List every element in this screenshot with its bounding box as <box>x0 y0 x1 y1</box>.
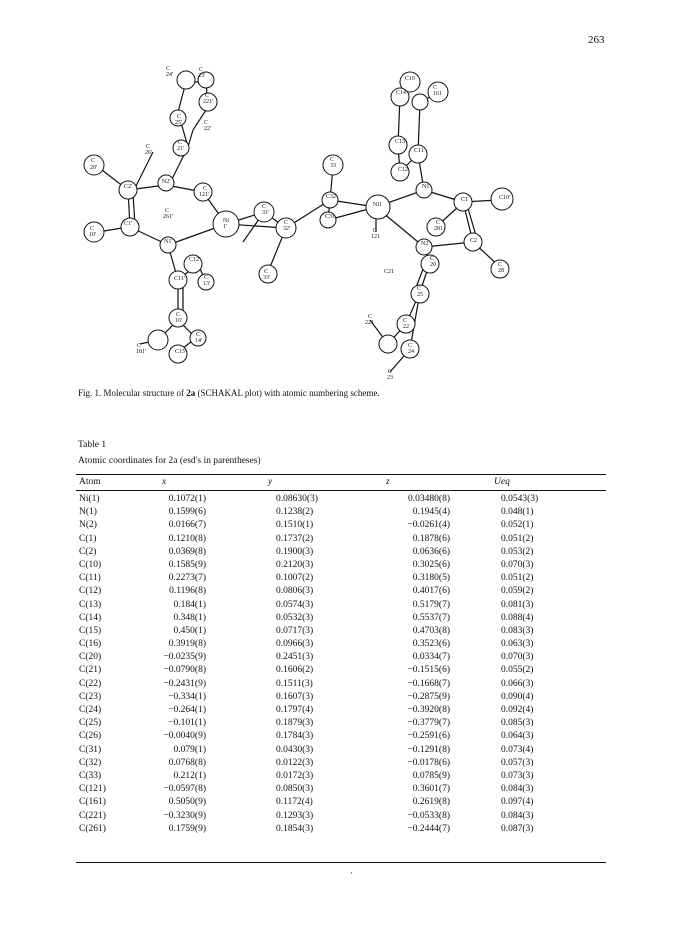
table-row <box>76 731 606 744</box>
atom-label: 121' <box>199 192 210 198</box>
atom-label: N2 <box>421 241 429 247</box>
atom-label: C <box>176 312 181 318</box>
atom-label: 21' <box>177 146 185 152</box>
atom-label: 1' <box>223 224 228 230</box>
table-row <box>76 586 606 599</box>
atom-label: 22 <box>403 324 409 330</box>
cell-x: −0.2431(9) <box>163 678 206 689</box>
cell-z: 0.3523(6) <box>412 639 450 650</box>
cell-atom: C(21) <box>79 665 102 676</box>
page-number: 263 <box>588 34 605 46</box>
cell-u: 0.053(2) <box>501 546 534 557</box>
cell-x: 0.450(1) <box>173 625 206 636</box>
cell-y: 0.0806(3) <box>276 586 314 597</box>
cell-z: 0.0636(6) <box>412 546 450 557</box>
cell-y: 0.1606(2) <box>276 665 314 676</box>
cell-x: 0.0369(8) <box>168 546 206 557</box>
table-row <box>76 560 606 573</box>
cell-z: 0.03480(8) <box>408 494 450 504</box>
cell-x: 0.184(1) <box>173 599 206 610</box>
cell-u: 0.051(2) <box>501 533 534 544</box>
cell-x: 0.5050(9) <box>168 797 206 808</box>
cell-u: 0.070(3) <box>501 652 534 663</box>
atom-label: C1' <box>124 221 133 227</box>
table-row <box>76 758 606 771</box>
atom-label: 26' <box>145 150 153 156</box>
atom-label: 261' <box>163 214 174 220</box>
atom-label: 14' <box>195 338 203 344</box>
cell-atom: C(261) <box>79 823 106 834</box>
atom-label: C11 <box>414 148 424 154</box>
cell-u: 0.066(3) <box>501 678 534 689</box>
cell-atom: C(25) <box>79 718 102 729</box>
cell-atom: C(32) <box>79 757 102 768</box>
cell-atom: C(23) <box>79 691 102 702</box>
cell-y: 0.2451(3) <box>276 652 314 663</box>
table-number: Table 1 <box>78 440 107 450</box>
atom-label: C <box>264 269 269 275</box>
cell-u: 0.090(4) <box>501 691 534 702</box>
table-row <box>76 679 606 692</box>
cell-z: 0.1945(4) <box>412 507 450 518</box>
molecular-structure-figure <box>78 52 608 387</box>
cell-z: −0.3779(7) <box>407 718 450 729</box>
atom-label: 121 <box>371 234 380 240</box>
atom-label: C <box>203 186 208 192</box>
cell-y: 0.1238(2) <box>276 507 314 518</box>
cell-u: 0.051(2) <box>501 573 534 584</box>
cell-atom: C(12) <box>79 586 102 597</box>
cell-atom: C(1) <box>79 533 97 544</box>
atom-label: C14 <box>396 90 407 96</box>
cell-y: 0.0574(3) <box>276 599 314 610</box>
cell-u: 0.085(3) <box>501 718 534 729</box>
cell-z: 0.3601(7) <box>412 784 450 795</box>
caption-prefix: Fig. 1. Molecular structure of <box>78 388 187 398</box>
table-row <box>76 600 606 613</box>
cell-z: −0.1291(8) <box>407 744 450 755</box>
table-top-rule <box>76 474 606 475</box>
cell-y: 0.1607(3) <box>276 691 314 702</box>
cell-atom: C(121) <box>79 784 106 795</box>
atoms <box>84 71 513 363</box>
atom-label: C <box>146 144 151 150</box>
atom-label: C16 <box>405 76 416 82</box>
cell-y: 0.0122(3) <box>276 757 314 768</box>
cell-u: 0.084(3) <box>501 810 534 821</box>
cell-x: −0.0040(9) <box>163 731 206 742</box>
cell-y: 0.1510(1) <box>276 520 314 531</box>
figure-caption <box>78 388 380 398</box>
atom-label: C <box>498 262 503 268</box>
atom-label: 281 <box>434 226 443 232</box>
table-row <box>76 784 606 797</box>
cell-x: 0.348(1) <box>173 612 206 623</box>
cell-atom: Ni(1) <box>79 494 100 504</box>
cell-atom: C(33) <box>79 770 102 781</box>
cell-z: −0.1515(6) <box>407 665 450 676</box>
cell-z: 0.5537(7) <box>412 612 450 623</box>
table-row <box>76 797 606 810</box>
atom-label: C <box>388 369 393 375</box>
cell-u: 0.052(1) <box>501 520 534 531</box>
header-ueq: Ueq <box>494 477 510 487</box>
atom-label: C <box>204 120 209 126</box>
atom-label: C <box>91 158 96 164</box>
atom-label: C <box>373 228 378 234</box>
cell-y: 0.1007(2) <box>276 573 314 584</box>
atom-label: 13' <box>203 281 211 287</box>
atom-label: C1 <box>461 197 469 203</box>
table-row <box>76 652 606 665</box>
cell-atom: C(22) <box>79 678 102 689</box>
table-row <box>76 824 606 837</box>
atom-label: 32' <box>283 226 291 232</box>
table-row <box>76 534 606 547</box>
cell-z: 0.1878(6) <box>412 533 450 544</box>
cell-u: 0.064(3) <box>501 731 534 742</box>
cell-x: 0.0166(7) <box>168 520 206 531</box>
cell-y: 0.1879(3) <box>276 718 314 729</box>
table-row <box>76 494 606 507</box>
cell-z: −0.2875(9) <box>407 691 450 702</box>
cell-x: −0.0790(8) <box>163 665 206 676</box>
cell-atom: C(11) <box>79 573 101 584</box>
cell-atom: C(13) <box>79 599 102 610</box>
cell-z: 0.3180(5) <box>412 573 450 584</box>
atom-label: C <box>90 226 95 232</box>
table-row <box>76 692 606 705</box>
header-atom: Atom <box>79 477 101 487</box>
atom-label: 25 <box>417 292 423 298</box>
cell-atom: C(2) <box>79 546 97 557</box>
cell-u: 0.081(3) <box>501 599 534 610</box>
cell-y: 0.0172(3) <box>276 770 314 781</box>
cell-y: 0.0430(3) <box>276 744 314 755</box>
table-row <box>76 811 606 824</box>
table-row <box>76 507 606 520</box>
atom-label: C31 <box>325 214 336 220</box>
cell-z: −0.0178(6) <box>407 757 450 768</box>
table-row <box>76 718 606 731</box>
atom-label: C <box>204 275 209 281</box>
atom-label: 22' <box>204 126 212 132</box>
atom-label: C <box>284 220 289 226</box>
table-body <box>76 494 606 837</box>
atom-label: C <box>408 343 413 349</box>
cell-u: 0.059(2) <box>501 586 534 597</box>
atom-label: C <box>417 286 422 292</box>
atom-label: 221 <box>365 320 374 326</box>
table-bottom-rule <box>76 862 606 863</box>
atom-label: C <box>137 343 142 349</box>
cell-u: 0.083(3) <box>501 625 534 636</box>
table-row <box>76 626 606 639</box>
cell-z: 0.4017(6) <box>412 586 450 597</box>
footer-mark: · <box>350 868 353 878</box>
atom-label: C <box>403 318 408 324</box>
table-row <box>76 639 606 652</box>
table-row <box>76 771 606 784</box>
cell-atom: C(221) <box>79 810 106 821</box>
atom-label: C11' <box>174 276 185 282</box>
cell-z: 0.4703(8) <box>412 625 450 636</box>
atom-label: 221' <box>203 99 214 105</box>
atom-label: C32 <box>326 194 337 200</box>
cell-y: 0.1172(4) <box>276 797 313 808</box>
cell-z: −0.3920(8) <box>407 705 450 715</box>
atom-label: C <box>177 114 182 120</box>
atom-label: C <box>330 157 335 163</box>
cell-x: 0.1210(8) <box>168 533 206 544</box>
atom-label: 31' <box>262 210 270 216</box>
cell-x: 0.0768(8) <box>168 757 206 768</box>
cell-atom: C(161) <box>79 797 106 808</box>
atom-label: C10' <box>499 195 511 201</box>
cell-u: 0.088(4) <box>501 612 534 623</box>
cell-u: 0.055(2) <box>501 665 534 676</box>
atom-label: C <box>166 66 171 72</box>
cell-u: 0.063(3) <box>501 639 534 650</box>
cell-u: 0.097(4) <box>501 797 534 808</box>
atom-label: C <box>196 332 201 338</box>
cell-x: −0.0235(9) <box>163 652 206 663</box>
cell-z: −0.0533(8) <box>407 810 450 821</box>
atom-label: 28 <box>498 268 504 274</box>
cell-y: 0.0850(3) <box>276 784 314 795</box>
atom-label: 16' <box>175 318 183 324</box>
cell-y: 0.1900(3) <box>276 546 314 557</box>
cell-x: 0.2273(7) <box>168 573 206 584</box>
atom-label: N1 <box>422 184 430 190</box>
atom-label: C <box>205 93 210 99</box>
atom-label: 25' <box>175 120 183 126</box>
cell-y: 0.08630(3) <box>276 494 318 504</box>
cell-u: 0.084(3) <box>501 784 534 795</box>
cell-x: 0.1759(9) <box>168 823 206 834</box>
cell-y: 0.1511(3) <box>276 678 313 689</box>
cell-z: 0.2619(8) <box>412 797 450 808</box>
table-header-rule <box>76 490 606 491</box>
table-caption: Atomic coordinates for 2a (esd's in parentheses) <box>78 456 261 466</box>
cell-z: 0.0334(7) <box>412 652 450 663</box>
atom-label: 33' <box>263 275 271 281</box>
cell-y: 0.1797(4) <box>276 705 314 715</box>
atom-label: 181' <box>136 349 147 355</box>
atom-label: 20 <box>430 262 436 268</box>
cell-x: 0.1585(9) <box>168 559 206 570</box>
cell-atom: C(10) <box>79 559 102 570</box>
header-z: z <box>386 477 390 487</box>
cell-u: 0.092(4) <box>501 705 534 715</box>
cell-y: 0.0966(3) <box>276 639 314 650</box>
cell-x: −0.101(1) <box>168 718 206 729</box>
table-row <box>76 665 606 678</box>
cell-x: 0.212(1) <box>173 770 206 781</box>
cell-u: 0.048(1) <box>501 507 534 518</box>
cell-atom: C(26) <box>79 731 102 742</box>
atom-label: N2' <box>162 179 171 185</box>
cell-x: −0.0597(8) <box>163 784 206 795</box>
atom-label: 10' <box>89 232 97 238</box>
atom-label: C13 <box>395 139 406 145</box>
atom-label: 23' <box>198 73 206 79</box>
atom-label: Ni1 <box>373 202 382 208</box>
header-x: x <box>162 477 167 487</box>
caption-compound: 2a <box>186 388 196 398</box>
cell-y: 0.0532(3) <box>276 612 314 623</box>
cell-y: 0.1784(3) <box>276 731 314 742</box>
atom-label: C <box>433 85 438 91</box>
cell-x: 0.079(1) <box>173 744 206 755</box>
header-y: y <box>268 477 273 487</box>
atom-label: C <box>178 140 183 146</box>
table-header <box>76 477 606 489</box>
cell-u: 0.057(3) <box>501 757 534 768</box>
atom-label: 23 <box>387 375 393 381</box>
atom-label: C <box>436 220 441 226</box>
cell-u: 0.087(3) <box>501 823 534 834</box>
cell-y: 0.2120(3) <box>276 559 314 570</box>
cell-y: 0.1854(3) <box>276 823 314 834</box>
atom-label: C2 <box>470 238 478 244</box>
atom-label: C <box>262 204 267 210</box>
atom-label: 20' <box>90 165 98 171</box>
atom-label: C12 <box>398 167 409 173</box>
cell-u: 0.0543(3) <box>501 494 539 504</box>
cell-x: 0.3919(8) <box>168 639 206 650</box>
cell-atom: C(31) <box>79 744 102 755</box>
table-row <box>76 745 606 758</box>
table-row <box>76 705 606 718</box>
cell-z: −0.1668(7) <box>407 678 450 689</box>
cell-y: 0.1293(3) <box>276 810 314 821</box>
cell-z: 0.3025(6) <box>412 559 450 570</box>
atom-label: C15' <box>175 349 187 355</box>
atom-label: C2' <box>124 184 133 190</box>
atom-label: 24' <box>166 72 174 78</box>
cell-u: 0.070(3) <box>501 559 534 570</box>
cell-z: 0.5179(7) <box>412 599 450 610</box>
cell-atom: N(1) <box>79 507 97 518</box>
atom-label: N1' <box>164 239 173 245</box>
table-row <box>76 547 606 560</box>
cell-u: 0.073(4) <box>501 744 534 755</box>
atom-label: 161 <box>433 91 442 97</box>
table-row <box>76 573 606 586</box>
cell-x: −0.264(1) <box>168 705 206 715</box>
cell-x: 0.1072(1) <box>168 494 206 504</box>
cell-y: 0.1737(2) <box>276 533 314 544</box>
cell-atom: C(24) <box>79 705 102 715</box>
cell-z: −0.2444(7) <box>407 823 450 834</box>
cell-x: −0.334(1) <box>168 691 206 702</box>
atom-label: Ni <box>223 218 229 224</box>
cell-atom: C(16) <box>79 639 102 650</box>
cell-x: −0.3230(9) <box>163 810 206 821</box>
cell-atom: N(2) <box>79 520 97 531</box>
atom-label: C <box>165 208 170 214</box>
cell-atom: C(15) <box>79 625 102 636</box>
molecule-drawing <box>78 52 608 387</box>
table-row <box>76 520 606 533</box>
cell-z: −0.2591(6) <box>407 731 450 742</box>
cell-z: 0.0785(9) <box>412 770 450 781</box>
atom-label: C <box>368 314 373 320</box>
cell-z: −0.0261(4) <box>407 520 450 531</box>
table-row <box>76 613 606 626</box>
atom-label: C12' <box>189 257 201 263</box>
atom-label: 33 <box>330 163 336 169</box>
cell-atom: C(20) <box>79 652 102 663</box>
caption-suffix: (SCHAKAL plot) with atomic numbering scheme. <box>195 388 380 398</box>
cell-x: 0.1599(6) <box>168 507 206 518</box>
atom-label: C <box>199 67 204 73</box>
atom-label: C <box>430 256 435 262</box>
atom-label: 24 <box>408 349 414 355</box>
cell-atom: C(14) <box>79 612 102 623</box>
cell-y: 0.0717(3) <box>276 625 314 636</box>
cell-u: 0.073(3) <box>501 770 534 781</box>
atom-label: C21 <box>384 269 395 275</box>
cell-x: 0.1196(8) <box>169 586 206 597</box>
